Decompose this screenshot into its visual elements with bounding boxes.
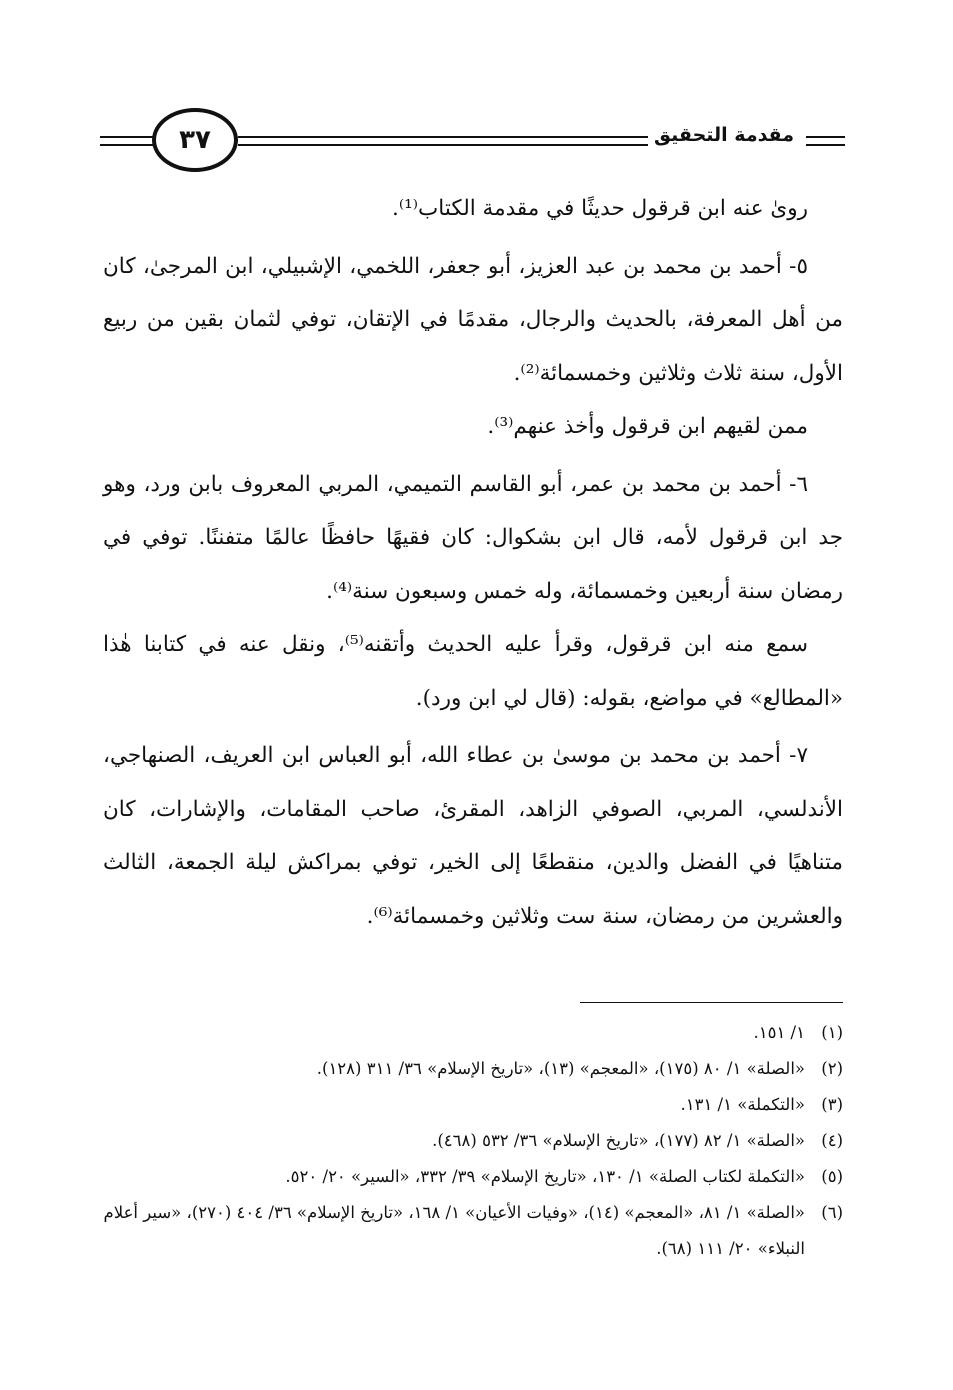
footnote-item	[100, 1015, 843, 1051]
footnote-number: (٤)	[821, 1131, 843, 1150]
page-number-badge	[152, 108, 238, 172]
footnote-item	[100, 1087, 843, 1123]
footnote-number: (٣)	[821, 1095, 843, 1114]
footnote-item	[100, 1195, 843, 1267]
footnote-number: (٥)	[821, 1167, 843, 1186]
header-rule-right	[806, 136, 845, 146]
paragraph: ٦- أحمد بن محمد بن عمر، أبو القاسم التميمي، المربي المعروف بابن ورد، وهو جد ابن قرقول لأمه، قال ابن بشكوال: كان فقيهًا حافظًا عالمًا متفننًا. توفي في رمضان سنة أربعين وخمسمائة، وله خمس وسبعون سنة⁽⁴⁾.	[103, 471, 843, 604]
footnote-item	[100, 1123, 843, 1159]
paragraph: ٥- أحمد بن محمد بن عبد العزيز، أبو جعفر، اللخمي، الإشبيلي، ابن المرجیٰ، كان من أهل المعرفة، بالحديث والرجال، مقدمًا في الإتقان، توفي لثمان بقين من ربيع الأول، سنة ثلاث وثلاثين وخمسمائة⁽²⁾.	[103, 253, 843, 386]
footnotes	[100, 1015, 843, 1267]
footnote-text: «التكملة» ١/ ١٣١.	[680, 1095, 805, 1114]
running-title: مقدمة التحقيق	[648, 124, 800, 146]
paragraph: سمع منه ابن قرقول، وقرأ عليه الحديث وأتقنه⁽⁵⁾، ونقل عنه في كتابنا هٰذا «المطالع» في مواضع، بقوله: (قال لي ابن ورد).	[103, 632, 843, 711]
paragraph: ممن لقيهم ابن قرقول وأخذ عنهم⁽³⁾.	[487, 414, 808, 439]
footnote-item	[100, 1051, 843, 1087]
page-header	[100, 108, 845, 178]
footnote-text: «الصلة» ١/ ٨١، «المعجم» (١٤)، «وفيات الأعيان» ١/ ١٦٨، «تاريخ الإسلام» ٣٦/ ٤٠٤ (٢٧٠)، «سير أعلام النبلاء» ٢٠/ ١١١ (٦٨).	[103, 1203, 805, 1258]
header-rule-left	[100, 136, 160, 146]
footnote-text: «الصلة» ١/ ٨٠ (١٧٥)، «المعجم» (١٣)، «تاريخ الإسلام» ٣٦/ ٣١١ (١٢٨).	[316, 1059, 805, 1078]
footnote-separator	[580, 1002, 843, 1003]
footnote-text: ١/ ١٥١.	[753, 1023, 805, 1042]
footnote-number: (٦)	[821, 1203, 843, 1222]
paragraph: ٧- أحمد بن محمد بن موسیٰ بن عطاء الله، أبو العباس ابن العريف، الصنهاجي، الأندلسي، المربي، الصوفي الزاهد، المقرئ، صاحب المقامات، والإشارات، كان متناهيًا في الفضل والدين، منقطعًا إلى الخير، توفي بمراكش ليلة الجمعة، الثالث والعشرين من رمضان، سنة ست وثلاثين وخمسمائة⁽⁶⁾.	[103, 743, 843, 929]
footnote-number: (٢)	[821, 1059, 843, 1078]
paragraph: رویٰ عنه ابن قرقول حديثًا في مقدمة الكتاب⁽¹⁾.	[392, 196, 808, 221]
page-number: ٣٧	[179, 125, 211, 155]
main-text	[103, 182, 843, 943]
footnote-text: «التكملة لكتاب الصلة» ١/ ١٣٠، «تاريخ الإسلام» ٣٩/ ٣٣٢، «السير» ٢٠/ ٥٢٠.	[285, 1167, 805, 1186]
footnote-number: (١)	[821, 1023, 843, 1042]
footnote-text: «الصلة» ١/ ٨٢ (١٧٧)، «تاريخ الإسلام» ٣٦/ ٥٣٢ (٤٦٨).	[432, 1131, 805, 1150]
footnote-item	[100, 1159, 843, 1195]
